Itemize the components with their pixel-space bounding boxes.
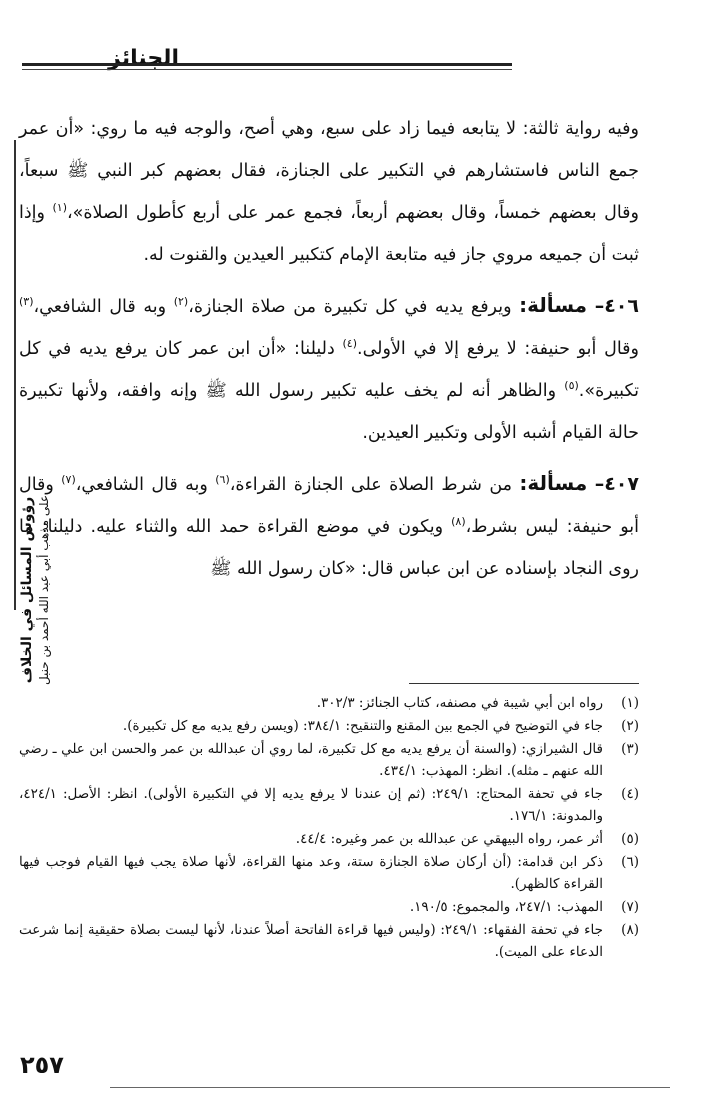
issue-text: ويرفع يديه في كل تكبيرة من صلاة الجنازة، [188, 297, 520, 317]
footnote-item [19, 715, 639, 737]
footnote-text: جاء في تحفة الفقهاء: ٢٤٩/١: (وليس فيها قراءة الفاتحة أصلاً عندنا، لأنها ليست بصلاة حقيقية إنما شرعت الدعاء على الميت). [19, 922, 603, 960]
issue-406 [19, 284, 639, 454]
issue-number: ٤٠٧– [594, 473, 639, 495]
footnote-item [19, 783, 639, 827]
side-book-title-sub: على مذهب أبي عبد الله أحمد بن حنبل [37, 494, 51, 686]
footnote-text: أثر عمر، رواه البيهقي عن عبدالله بن عمر وغيره: ٤٤/٤. [295, 831, 603, 847]
side-book-title-main: رؤوس المسائل في الخلاف [19, 496, 35, 684]
footnote-number: (٤) [621, 786, 639, 802]
footnote-text: ذكر ابن قدامة: (أن أركان صلاة الجنازة ستة، وعد منها القراءة، لأنها صلاة يجب فيها القيام فوجب فيها القراءة كالظهر). [19, 854, 603, 892]
header-rule-thin [22, 69, 512, 70]
footnote-item [19, 919, 639, 963]
issue-text: ويكون في موضع القراءة حمد الله والثناء عليه. دليلنا: ما روى النجاد بإسناده عن ابن عباس قال: «كان رسول الله ﷺ [19, 517, 639, 579]
paragraph-third-narration [19, 108, 639, 276]
footnote-ref: (٢) [173, 295, 189, 309]
footnote-text: جاء في تحفة المحتاج: ٢٤٩/١: (ثم إن عندنا لا يرفع يديه إلا في التكبيرة الأولى). انظر: الأصل: ٤٢٤/١، والمدونة: ١٧٦/١. [19, 786, 603, 824]
issue-label: مسألة: [519, 471, 588, 495]
footnote-text: رواه ابن أبي شيبة في مصنفه، كتاب الجنائز: ٣٠٢/٣. [316, 695, 603, 711]
footnote-item [19, 896, 639, 918]
footnote-number: (٦) [621, 854, 639, 870]
footnote-text: المهذب: ٢٤٧/١، والمجموع: ١٩٠/٥. [409, 899, 603, 915]
issue-text: وقال أبو حنيفة: لا يرفع إلا في الأولى. [357, 339, 639, 359]
main-text [19, 108, 639, 598]
issue-label: مسألة: [519, 293, 588, 317]
paragraph-text: وفيه رواية ثالثة: لا يتابعه فيما زاد على سبع، وهي أصح، والوجه فيه ما روي: «أن عمر جمع الناس فاستشارهم في التكبير على الجنازة، فقال بعضهم كبر النبي ﷺ سبعاً، وقال بعضهم خمساً، وقال بعضهم أربعاً، فجمع عمر على أربع كأطول الصلاة»، [19, 119, 640, 223]
footnote-number: (٢) [621, 718, 639, 734]
footnote-item [19, 851, 639, 895]
footnotes [19, 692, 639, 964]
footnote-number: (٥) [621, 831, 639, 847]
footnote-ref: (٧) [61, 473, 76, 487]
issue-text: دليلنا: «أن ابن عمر كان يرفع يديه في كل تكبيرة». [19, 339, 639, 401]
footnote-number: (٣) [621, 741, 639, 757]
footnote-item [19, 692, 639, 714]
issue-407 [19, 462, 639, 590]
footnote-number: (١) [621, 695, 639, 711]
issue-text: وبه قال الشافعي، [33, 297, 174, 317]
footnote-item [19, 738, 639, 782]
page-header-title: الجنائز [108, 46, 179, 71]
issue-text: من شرط الصلاة على الجنازة القراءة، [229, 475, 520, 495]
bottom-rule [110, 1087, 670, 1088]
issue-text: والظاهر أنه لم يخف عليه تكبير رسول الله ﷺ وإنه وافقه، ولأنها تكبيرة حالة القيام أشبه الأولى وتكبير العيدين. [19, 381, 639, 443]
footnote-ref: (١) [52, 201, 67, 215]
footnote-ref: (٣) [19, 295, 34, 309]
header-rule [22, 63, 512, 66]
footnote-ref: (٨) [451, 515, 466, 529]
footnote-rule [409, 683, 639, 684]
footnote-item [19, 828, 639, 850]
footnote-number: (٨) [621, 922, 639, 938]
footnote-ref: (٤) [342, 337, 358, 351]
footnote-text: قال الشيرازي: (والسنة أن يرفع يديه مع كل تكبيرة، لما روي أن عبدالله بن عمر والحسن ابن علي ـ رضي الله عنهم ـ مثله). انظر: المهذب: ٤٣٤/١. [19, 741, 603, 779]
paragraph-text: وإذا ثبت أن جميعه مروي جاز فيه متابعة الإمام كتكبير العيدين والقنوت له. [19, 203, 639, 265]
issue-number: ٤٠٦– [594, 295, 639, 317]
issue-text: وبه قال الشافعي، [75, 475, 216, 495]
issue-text: وقال أبو حنيفة: ليس بشرط، [19, 475, 639, 537]
footnote-ref: (٦) [215, 473, 230, 487]
page-number: ٢٥٧ [20, 1051, 64, 1079]
footnote-number: (٧) [621, 899, 639, 915]
footnote-text: جاء في التوضيح في الجمع بين المقنع والتنقيح: ٣٨٤/١: (ويسن رفع يديه مع كل تكبيرة). [122, 718, 603, 734]
footnote-ref: (٥) [564, 379, 579, 393]
